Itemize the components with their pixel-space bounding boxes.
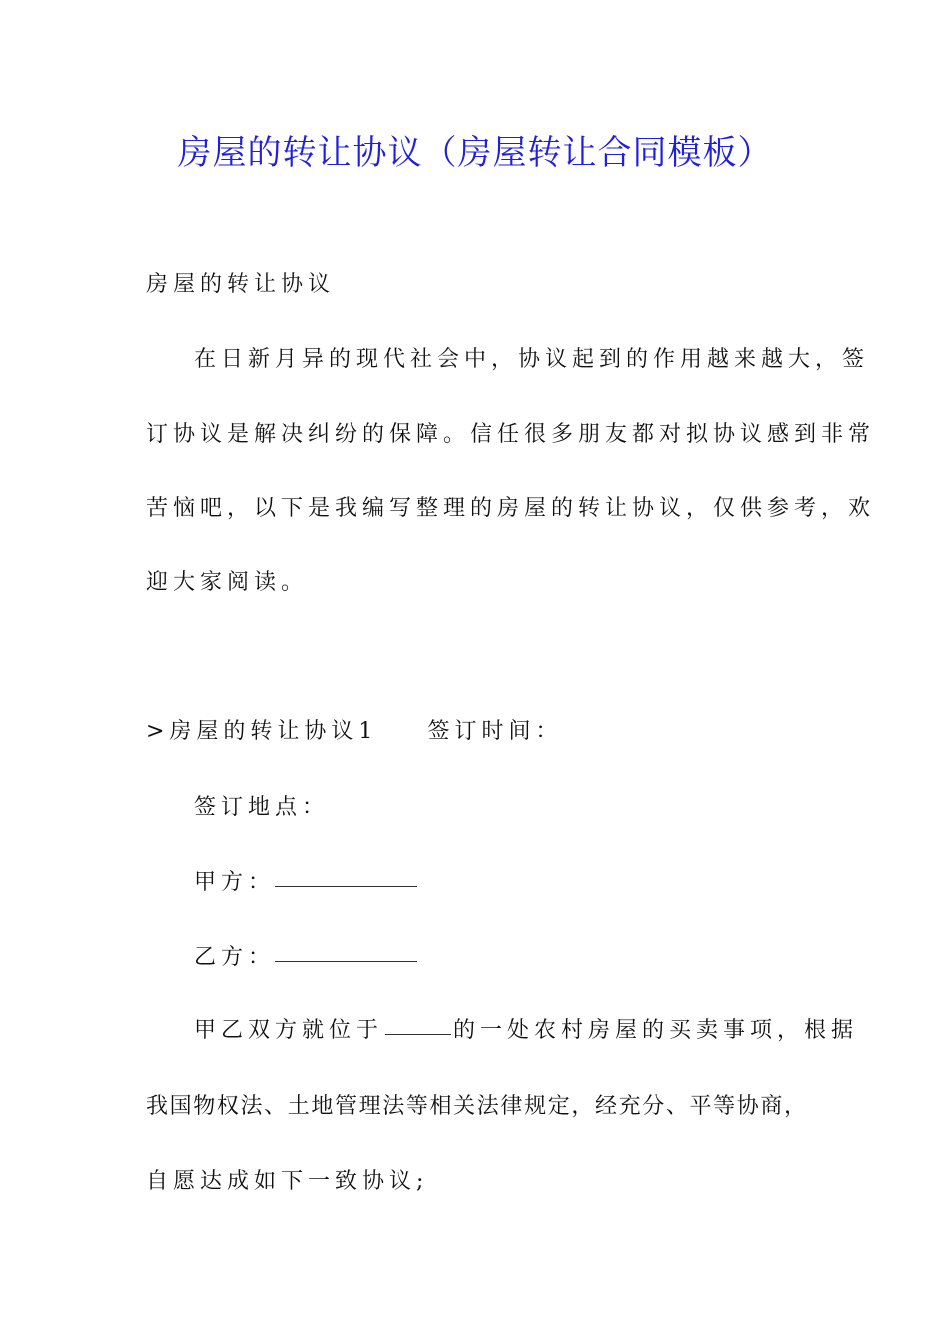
party-a-blank[interactable] [275,885,417,887]
body-line-1-before: 甲乙双方就位于 [194,1018,384,1043]
party-b-row [194,943,806,973]
intro-line-1: 在日新月异的现代社会中，协议起到的作用越来越大，签 [194,347,870,372]
body-line-1 [194,1016,859,1046]
document-heading: 房屋的转让协议 [146,272,336,297]
sign-time-label: 签订时间： [427,719,563,744]
intro-line-3: 苦恼吧，以下是我编写整理的房屋的转让协议，仅供参考，欢 [146,496,876,521]
section-heading: >房屋的转让协议1 [146,719,378,744]
document-title: 房屋的转让协议（房屋转让合同模板） [177,133,773,173]
party-a-label: 甲方： [194,870,276,895]
intro-line-4: 迎大家阅读。 [146,570,309,595]
party-b-label: 乙方： [194,945,276,970]
body-line-2: 我国物权法、土地管理法等相关法律规定，经充分、平等协商， [146,1094,806,1119]
sign-place-label: 签订地点： [194,795,330,820]
party-a-row [194,868,806,898]
body-line-3: 自愿达成如下一致协议; [146,1169,429,1194]
party-b-blank[interactable] [275,960,417,962]
intro-line-2: 订协议是解决纠纷的保障。信任很多朋友都对拟协议感到非常 [146,422,876,447]
location-blank[interactable] [385,1033,451,1035]
section-heading-row [146,717,806,747]
body-line-1-after: 的一处农村房屋的买卖事项，根据 [453,1018,859,1043]
